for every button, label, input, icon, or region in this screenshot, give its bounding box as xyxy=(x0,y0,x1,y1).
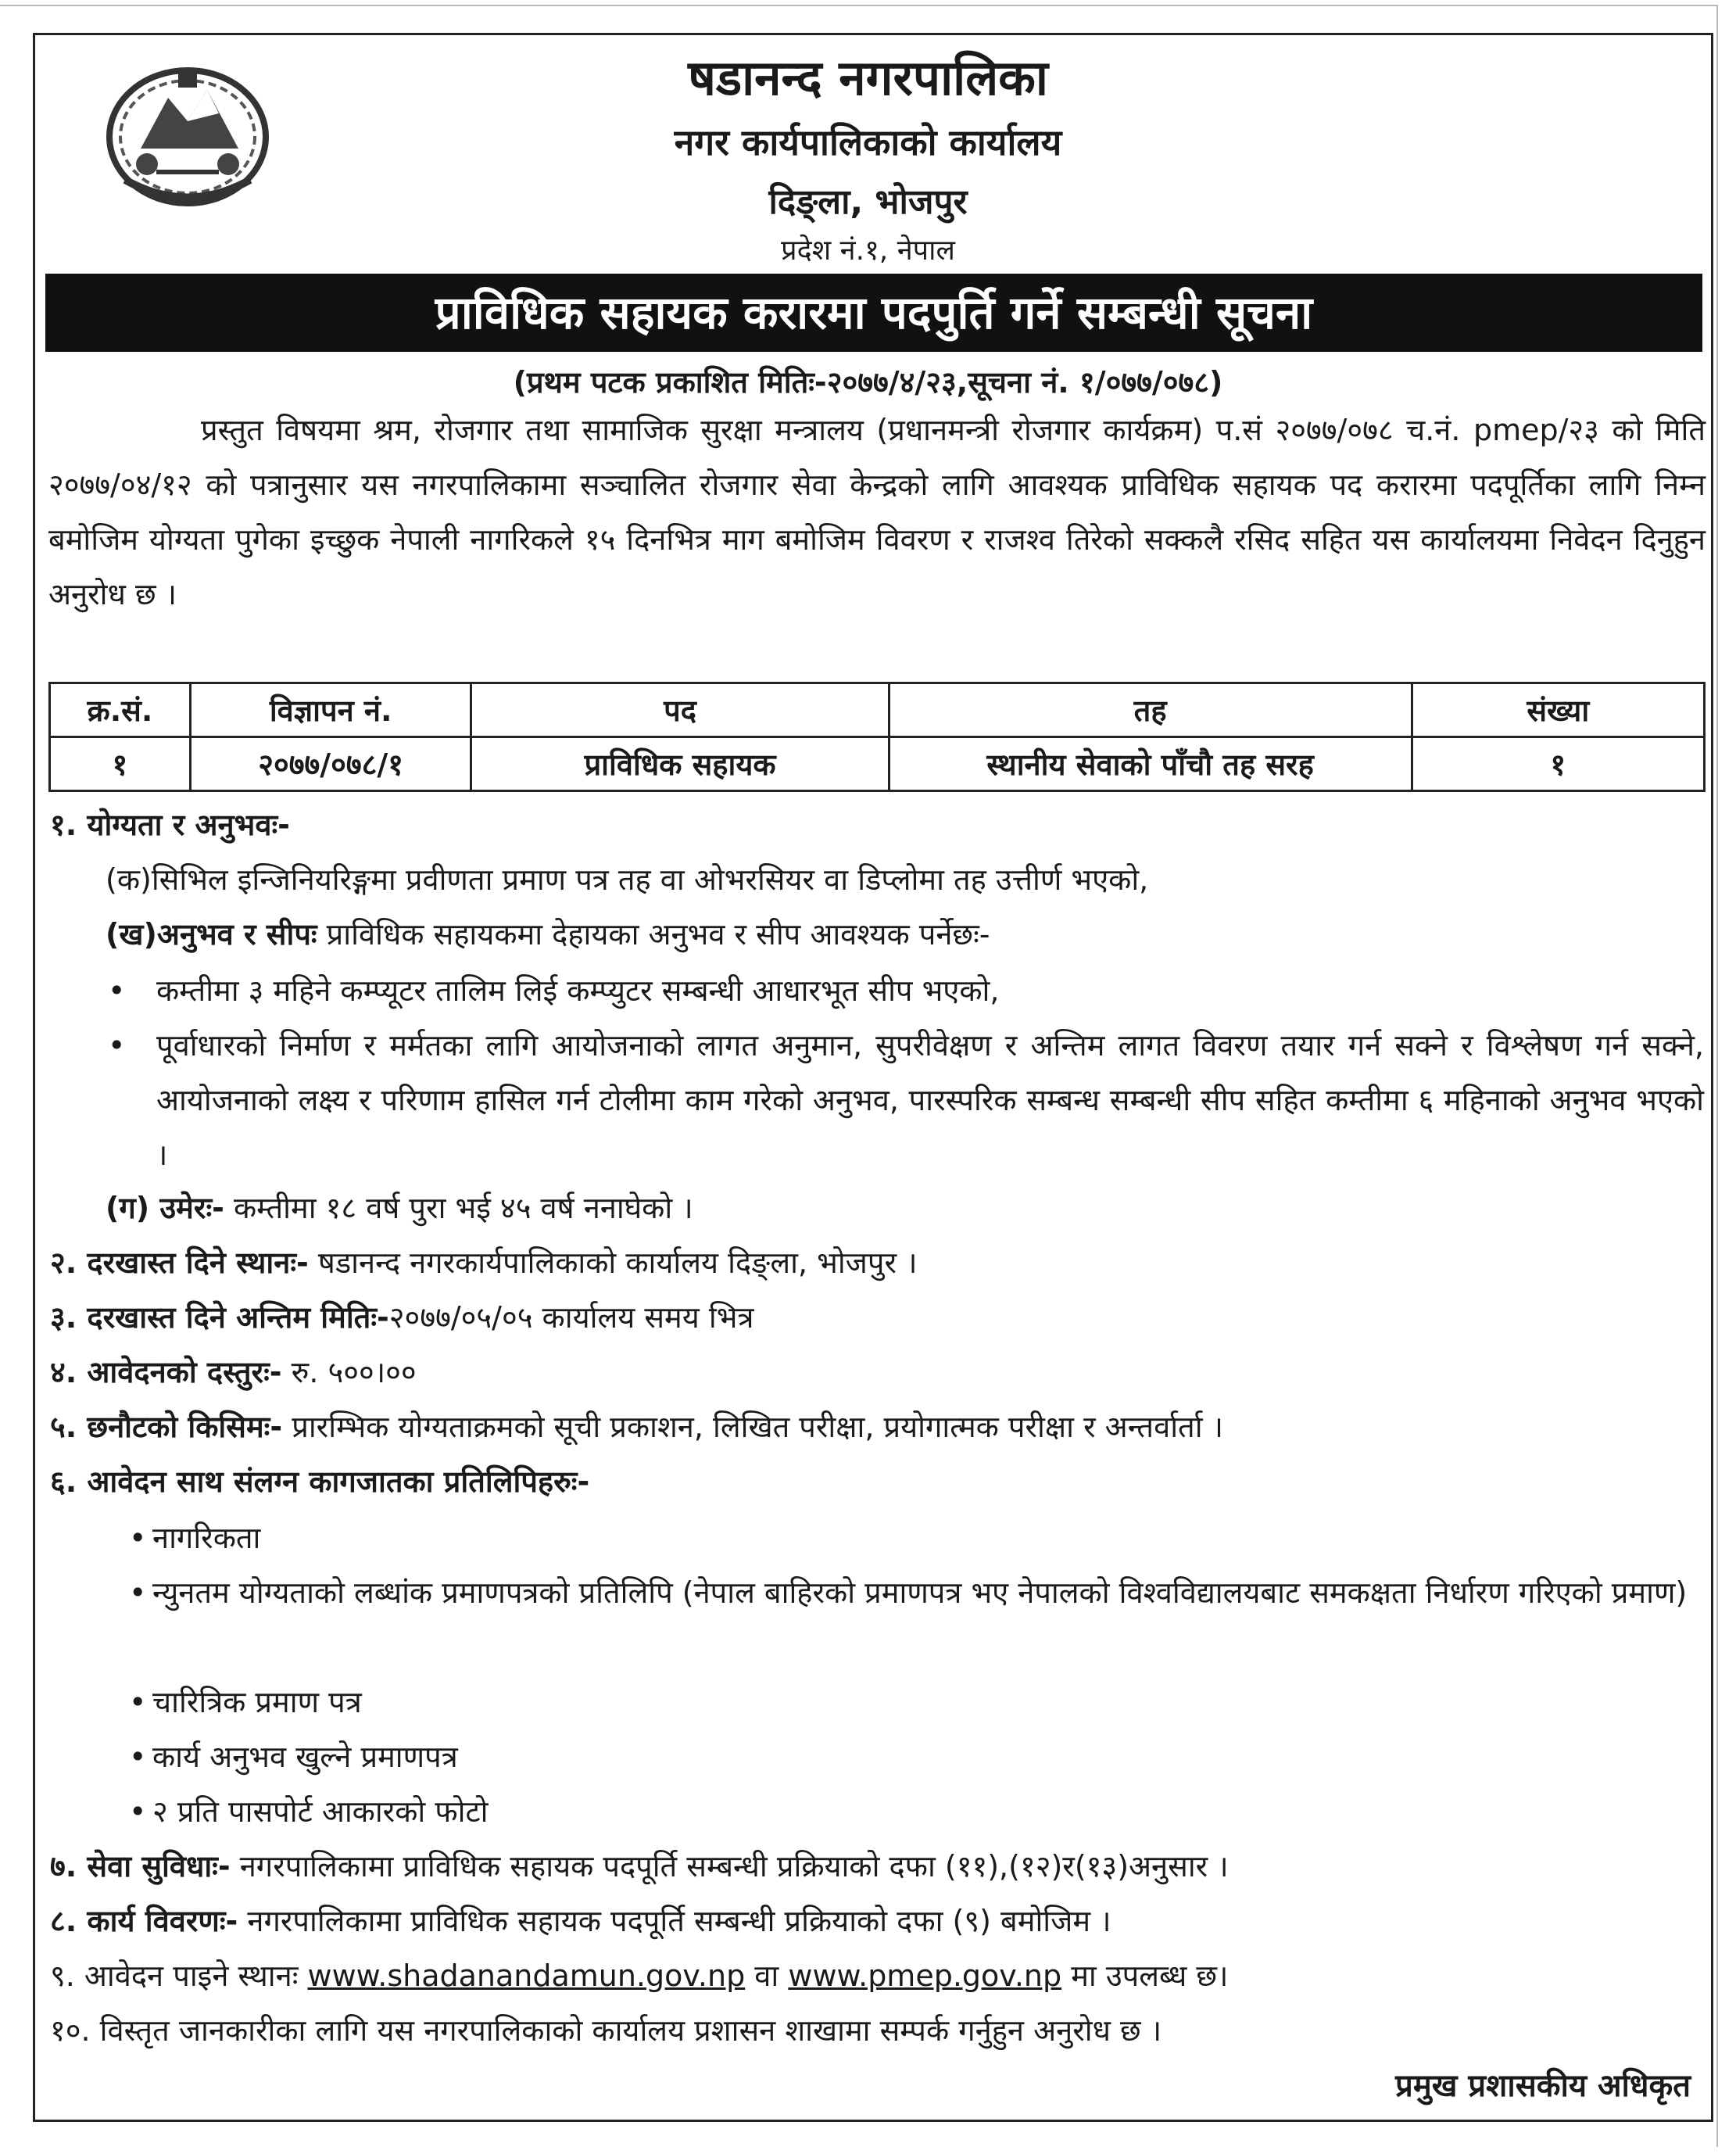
cell-level: स्थानीय सेवाको पाँचौ तह सरह xyxy=(889,737,1412,791)
page-edge-top xyxy=(0,5,1716,6)
intro-paragraph: प्रस्तुत विषयमा श्रम, रोजगार तथा सामाजिक सुरक्षा मन्त्रालय (प्रधानमन्त्री रोजगार कार्यक्रम) प.सं २०७७/०७८ च.नं. pmep/२३ को मिति २०७७/०४/१२ को पत्रानुसार यस नगरपालिकामा सञ्चालित रोजगार सेवा केन्द्रको लागि आवश्यक प्राविधिक सहायक पद करारमा पदपूर्तिका लागि निम्न बमोजिम योग्यता पुगेका इच्छुक नेपाली नागरिकले १५ दिनभित्र माग बमोजिम विवरण र राजश्व तिरेको सक्कलै रसिद सहित यस कार्यालयमा निवेदन दिनुहुन अनुरोध छ । xyxy=(48,413,1706,611)
province-line: प्रदेश नं.१, नेपाल xyxy=(781,235,955,267)
table-header-row xyxy=(50,683,1705,737)
list-item: • चारित्रिक प्रमाण पत्र xyxy=(152,1675,1704,1729)
section-5: ५. छनौटको किसिमः- प्रारम्भिक योग्यताक्रमको सूची प्रकाशन, लिखित परीक्षा, प्रयोगात्मक परीक्षा र अन्तर्वार्ता । xyxy=(50,1410,1224,1444)
section-1-kha-label: (ख)अनुभव र सीपः xyxy=(106,917,317,952)
cell-ad-number: २०७७/०७८/१ xyxy=(190,737,471,791)
list-item: • न्युनतम योग्यताको लब्धांक प्रमाणपत्रको प्रतिलिपि (नेपाल बाहिरको प्रमाणपत्र भए नेपालको विश्वविद्यालयबाट समकक्षता निर्धारण गरिएको प्रमाण) xyxy=(152,1565,1704,1620)
section-2: २. दरखास्त दिने स्थानः- षडानन्द नगरकार्यपालिकाको कार्यालय दिङ्ला, भोजपुर । xyxy=(50,1245,918,1280)
section-1-ga-text: कम्तीमा १८ वर्ष पुरा भई ४५ वर्ष ननाघेको । xyxy=(224,1191,693,1225)
section-9: ९. आवेदन पाइने स्थानः www.shadanandamun.gov.np वा www.pmep.gov.np मा उपलब्ध छ। xyxy=(50,1959,1229,1993)
list-item: • पूर्वाधारको निर्माण र मर्मतका लागि आयोजनाको लागत अनुमान, सुपरीवेक्षण र अन्तिम लागत विवरण तयार गर्न सक्ने र विश्लेषण गर्न सक्ने, आयोजनाको लक्ष्य र परिणाम हासिल गर्न टोलीमा काम गरेको अनुभव, पारस्परिक सम्बन्ध सम्बन्धी सीप सहित कम्तीमा ६ महिनाको अनुभव भएको । xyxy=(156,1018,1704,1182)
list-item: • कम्तीमा ३ महिने कम्प्यूटर तालिम लिई कम्प्युटर सम्बन्धी आधारभूत सीप भएको, xyxy=(156,963,1704,1018)
link-shadanandamun[interactable]: www.shadanandamun.gov.np xyxy=(307,1959,746,1993)
notice-title-banner: प्राविधिक सहायक करारमा पदपुर्ति गर्ने सम्बन्धी सूचना xyxy=(45,274,1702,352)
cell-serial: १ xyxy=(50,737,191,791)
list-item: • कार्य अनुभव खुल्ने प्रमाणपत्र xyxy=(152,1729,1704,1784)
cell-count: १ xyxy=(1412,737,1704,791)
col-header-ad-number: विज्ञापन नं. xyxy=(190,683,471,737)
section-1-kha xyxy=(106,915,990,954)
office-location: दिङ्ला, भोजपुर xyxy=(768,182,968,222)
col-header-level: तह xyxy=(889,683,1412,737)
section-7: ७. सेवा सुविधाः- नगरपालिकामा प्राविधिक सहायक पदपूर्ति सम्बन्धी प्रक्रियाको दफा (११),(१२)र(१३)अनुसार । xyxy=(50,1849,1229,1883)
page-edge-right xyxy=(1716,5,1718,2147)
link-pmep[interactable]: www.pmep.gov.np xyxy=(788,1959,1062,1993)
section-4: ४. आवेदनको दस्तुरः- रु. ५००।०० xyxy=(50,1355,417,1389)
section-6-title: ६. आवेदन साथ संलग्न कागजातका प्रतिलिपिहरुः- xyxy=(50,1464,590,1499)
col-header-post: पद xyxy=(471,683,889,737)
municipality-title: षडानन्द नगरपालिका xyxy=(688,49,1048,106)
col-header-count: संख्या xyxy=(1412,683,1704,737)
section-1-kha-text: प्राविधिक सहायकमा देहायका अनुभव र सीप आवश्यक पर्नेछः- xyxy=(317,917,990,952)
section-1-ka: (क)सिभिल इन्जिनियरिङ्गमा प्रवीणता प्रमाण पत्र तह वा ओभरसियर वा डिप्लोमा तह उत्तीर्ण भएको, xyxy=(106,862,1149,897)
section-10: १०. विस्तृत जानकारीका लागि यस नगरपालिकाको कार्यालय प्रशासन शाखामा सम्पर्क गर्नुहुन अनुरोध छ । xyxy=(50,2013,1162,2048)
section-3: ३. दरखास्त दिने अन्तिम मितिः-२०७७/०५/०५ कार्यालय समय भित्र xyxy=(50,1300,754,1335)
section-8: ८. कार्य विवरणः- नगरपालिकामा प्राविधिक सहायक पदपूर्ति सम्बन्धी प्रक्रियाको दफा (९) बमोजिम । xyxy=(50,1904,1111,1938)
list-item: • नागरिकता xyxy=(152,1511,1704,1565)
section-1-title: १. योग्यता र अनुभवः- xyxy=(50,808,290,842)
signature-title: प्रमुख प्रशासकीय अधिकृत xyxy=(1395,2068,1691,2104)
section-1-ga xyxy=(106,1188,693,1228)
cell-post: प्राविधिक सहायक xyxy=(471,737,889,791)
list-item: • २ प्रति पासपोर्ट आकारको फोटो xyxy=(152,1784,1704,1839)
office-name: नगर कार्यपालिकाको कार्यालय xyxy=(674,121,1062,163)
table-row xyxy=(50,737,1705,791)
posts-table xyxy=(48,682,1706,792)
col-header-serial: क्र.सं. xyxy=(50,683,191,737)
publication-line: (प्रथम पटक प्रकाशित मितिः-२०७७/४/२३,सूचना नं. १/०७७/०७८) xyxy=(513,365,1223,400)
section-1-ga-label: (ग) उमेरः- xyxy=(106,1191,224,1225)
